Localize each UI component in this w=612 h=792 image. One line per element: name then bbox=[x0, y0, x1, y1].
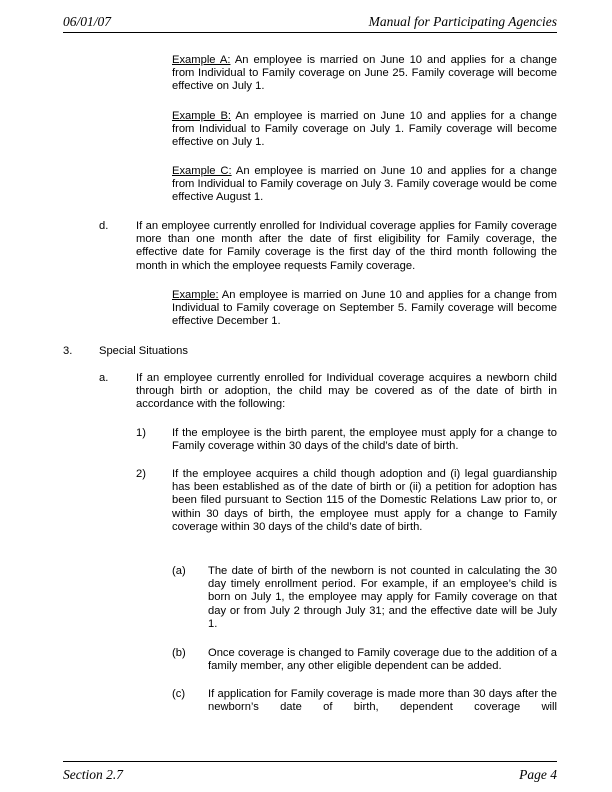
example-a-text: An employee is married on June 10 and applies for a change from Individual to Family coverage on June 25. Family coverage will become effective on July 1. bbox=[172, 54, 558, 93]
item-c-paragraph: If application for Family coverage is made more than 30 days after the newborn’s date of birth, dependent coverage will bbox=[208, 688, 557, 714]
example-d-label: Example: bbox=[172, 289, 219, 301]
item-c-marker: (c) bbox=[172, 688, 186, 700]
footer-section: Section 2.7 bbox=[63, 767, 123, 782]
header-date: 06/01/07 bbox=[63, 14, 112, 29]
example-c-label: Example C: bbox=[172, 165, 232, 177]
item-a-marker: (a) bbox=[172, 565, 186, 577]
footer-page-number: Page 4 bbox=[519, 767, 557, 782]
example-b-paragraph bbox=[172, 110, 557, 150]
item-b-marker: (b) bbox=[172, 647, 186, 659]
example-d-paragraph bbox=[172, 289, 557, 329]
section-3-title: Special Situations bbox=[99, 345, 188, 357]
item-a-paragraph: The date of birth of the newborn is not counted in calculating the 30 day timely enrollment period. For example, if an employee’s child is born on July 1, the employee may apply for Family coverage on that day or from July 2 through July 31; and the effective date will be July 1. bbox=[208, 565, 557, 630]
section-3-marker: 3. bbox=[63, 345, 73, 357]
example-c-paragraph bbox=[172, 165, 557, 205]
item-1-paragraph: If the employee is the birth parent, the employee must apply for a change to Family coverage within 30 days of the child’s date of birth. bbox=[172, 427, 557, 453]
example-b-label: Example B: bbox=[172, 110, 232, 122]
item-2-marker: 2) bbox=[136, 468, 146, 480]
item-3a-marker: a. bbox=[99, 372, 109, 384]
example-b-text: An employee is married on June 10 and applies for a change from Individual to Family coverage on July 1. Family coverage will become effective on July 1. bbox=[172, 110, 557, 149]
page-footer bbox=[63, 761, 557, 786]
header-title: Manual for Participating Agencies bbox=[368, 14, 557, 29]
item-d-paragraph: If an employee currently enrolled for Individual coverage applies for Family coverage more than one month after the date of first eligibility for Family coverage, the effective date for Family coverage is the first day of the third month following the month in which the employee requests Family coverage. bbox=[136, 220, 557, 272]
item-2-paragraph: If the employee acquires a child though adoption and (i) legal guardianship has been established as of the date of birth or (ii) a petition for adoption has been filed pursuant to Section 115 of the Domestic Relations Law prior to, or within 30 days of birth, the employee must apply for a change to Family coverage within 30 days of the child’s date of birth. bbox=[172, 468, 557, 533]
example-c-text: An employee is married on June 10 and applies for a change from Individual to Family coverage on July 3. Family coverage would be come effective August 1. bbox=[172, 165, 558, 204]
item-3a-paragraph: If an employee currently enrolled for Individual coverage acquires a newborn child through birth or adoption, the child may be covered as of the date of birth in accordance with the following: bbox=[136, 372, 557, 411]
example-a-label: Example A: bbox=[172, 54, 231, 66]
item-1-marker: 1) bbox=[136, 427, 146, 439]
item-b-paragraph: Once coverage is changed to Family coverage due to the addition of a family member, any other eligible dependent can be added. bbox=[208, 647, 557, 673]
example-a-paragraph bbox=[172, 54, 557, 94]
example-d-text: An employee is married on June 10 and applies for a change from Individual to Family coverage on September 5. Family coverage will become effective December 1. bbox=[172, 289, 557, 328]
page-header bbox=[63, 12, 557, 33]
item-d-marker: d. bbox=[99, 220, 109, 232]
